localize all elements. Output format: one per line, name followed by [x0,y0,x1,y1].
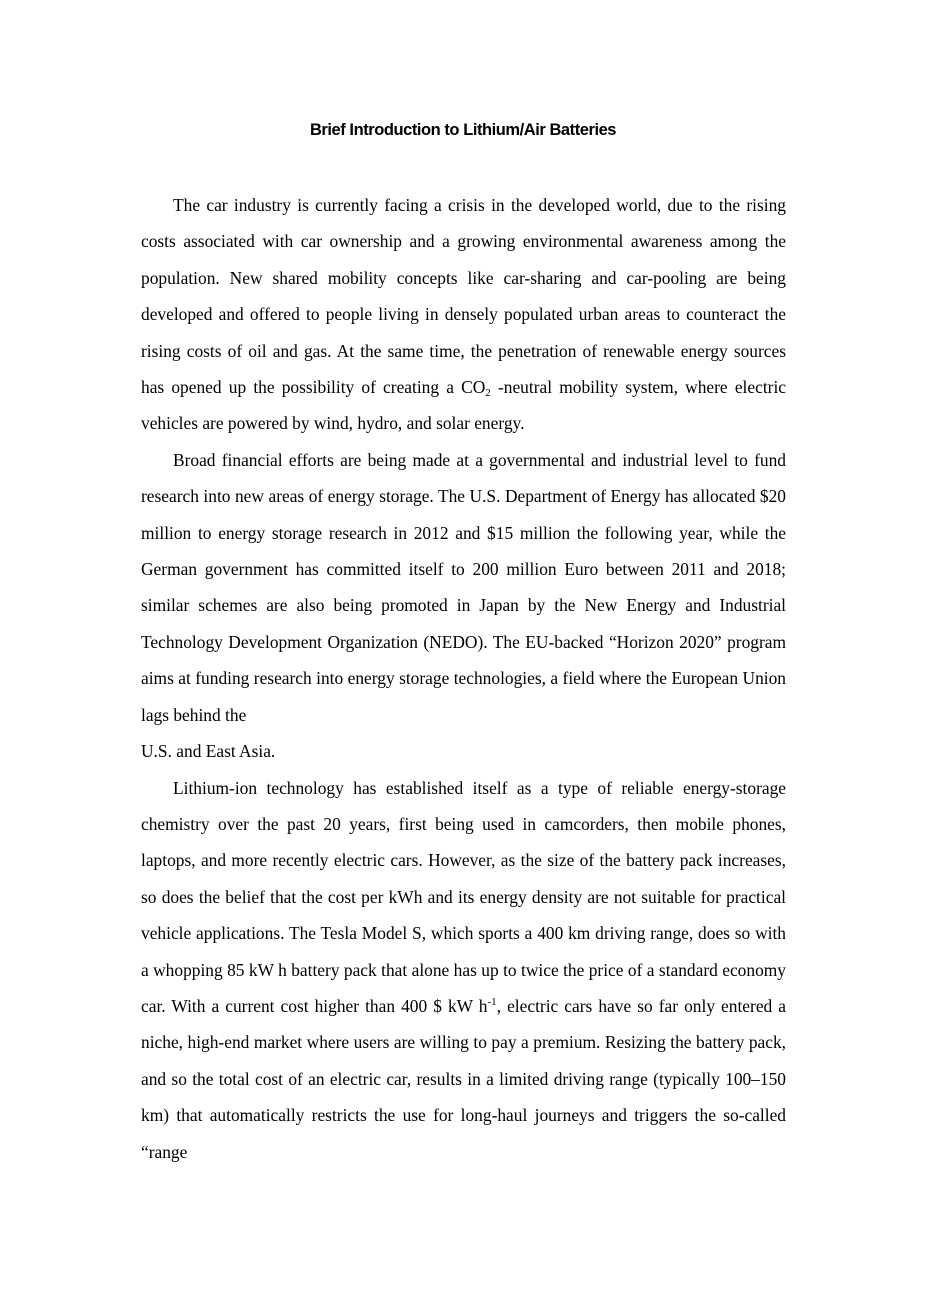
co2-subscript: 2 [485,387,491,400]
paragraph-1 [141,187,786,442]
paragraph-3 [141,770,786,1170]
paragraph-2-tail: U.S. and East Asia. [141,741,276,762]
paragraph-2 [141,442,786,770]
document-body [141,187,786,1170]
paragraph-3-text-b: , electric cars have so far only entered a niche, high-end market where users are willing to pay a premium. Resizing the battery pack, and so the total cost of an electric car, results in a limited driving range (typically 100–150 km) that automatically restricts the use for long-haul journeys and triggers the so-called “range [141,995,786,1162]
paragraph-3-text-a: Lithium-ion technology has established itself as a type of reliable energy-storage chemistry over the past 20 years, first being used in camcorders, then mobile phones, laptops, and more recently electric cars. However, as the size of the battery pack increases, so does the belief that the cost per kWh and its energy density are not suitable for practical vehicle applications. The Tesla Model S, which sports a 400 km driving range, does so with a whopping 85 kW h battery pack that alone has up to twice the price of a standard economy car. With a current cost higher than 400 $ kW h [141,777,786,1016]
unit-superscript: -1 [487,995,497,1008]
paragraph-1-text-b: -neutral mobility system, where electric vehicles are powered by wind, hydro, and solar energy. [141,377,786,434]
paragraph-2-text: Broad financial efforts are being made at a governmental and industrial level to fund research into new areas of energy storage. The U.S. Department of Energy has allocated $20 million to energy storage research in 2012 and $15 million the following year, while the German government has committed itself to 200 million Euro between 2011 and 2018; similar schemes are also being promoted in Japan by the New Energy and Industrial Technology Development Organization (NEDO). The EU-backed “Horizon 2020” program aims at funding research into energy storage technologies, a field where the European Union lags behind the [141,449,786,725]
paragraph-1-text-a: The car industry is currently facing a crisis in the developed world, due to the rising costs associated with car ownership and a growing environmental awareness among the population. New shared mobility concepts like car-sharing and car-pooling are being developed and offered to people living in densely populated urban areas to counteract the rising costs of oil and gas. At the same time, the penetration of renewable energy sources has opened up the possibility of creating a CO [141,195,786,398]
document-title: Brief Introduction to Lithium/Air Batteries [309,121,617,139]
